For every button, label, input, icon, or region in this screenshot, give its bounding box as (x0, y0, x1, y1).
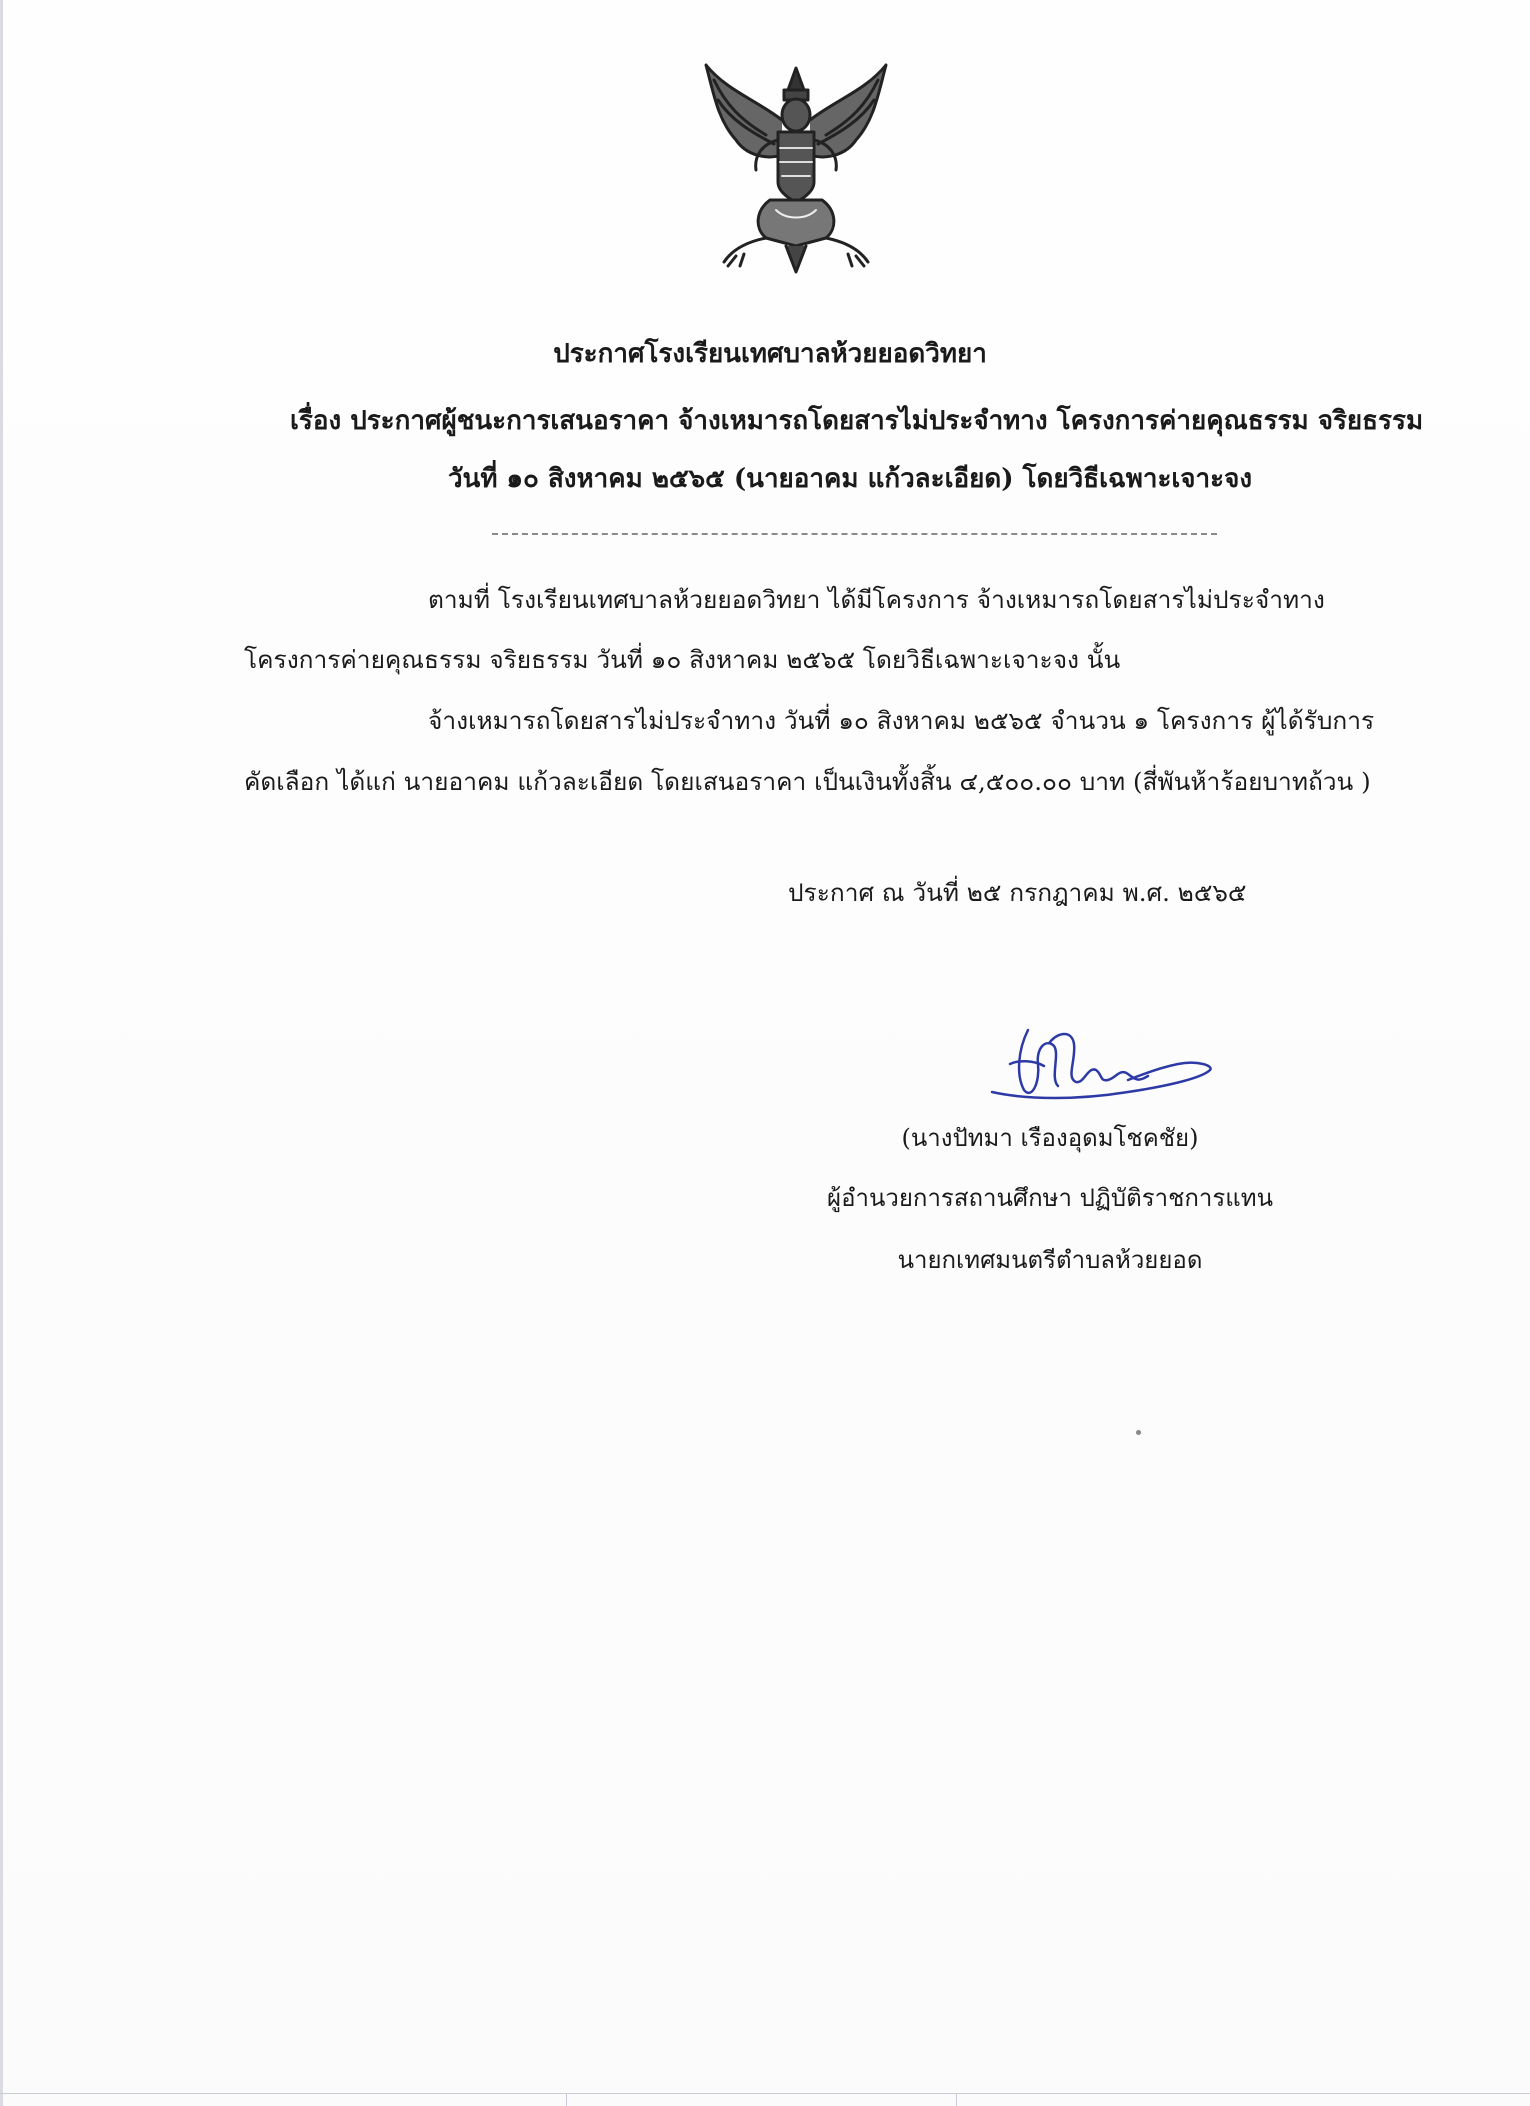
scan-bottom-strip (0, 2093, 1530, 2106)
body-paragraph1-line2: โครงการค่ายคุณธรรม จริยธรรม วันที่ ๑๐ สิงหาคม ๒๕๖๕ โดยวิธีเฉพาะเจาะจง นั้น (244, 645, 1121, 674)
document-subject-line2: วันที่ ๑๐ สิงหาคม ๒๕๖๕ (นายอาคม แก้วละเอียด) โดยวิธีเฉพาะเจาะจง (447, 464, 1253, 494)
announcement-date: ประกาศ ณ วันที่ ๒๕ กรกฎาคม พ.ศ. ๒๕๖๕ (788, 878, 1247, 907)
body-paragraph2-line1: จ้างเหมารถโดยสารไม่ประจำทาง วันที่ ๑๐ สิงหาคม ๒๕๖๕ จำนวน ๑ โครงการ ผู้ได้รับการ (428, 706, 1375, 735)
body-paragraph1-line1: ตามที่ โรงเรียนเทศบาลห้วยยอดวิทยา ได้มีโครงการ จ้างเหมารถโดยสารไม่ประจำทาง (428, 585, 1325, 614)
document-title: ประกาศโรงเรียนเทศบาลห้วยยอดวิทยา (553, 339, 987, 369)
garuda-emblem-icon (696, 60, 896, 276)
scan-speck (1136, 1430, 1141, 1435)
separator-rule (492, 533, 1217, 535)
document-subject: เรื่อง ประกาศผู้ชนะการเสนอราคา จ้างเหมารถโดยสารไม่ประจำทาง โครงการค่ายคุณธรรม จริยธรรม (290, 406, 1424, 436)
signatory-position-line2: นายกเทศมนตรีตำบลห้วยยอด (897, 1246, 1203, 1274)
signatory-position: ผู้อำนวยการสถานศึกษา ปฏิบัติราชการแทน (827, 1184, 1273, 1212)
signatory-name: (นางปัทมา เรืองอุดมโชคชัย) (901, 1124, 1199, 1152)
scan-edge (0, 0, 3, 2106)
signature-icon (988, 1020, 1218, 1110)
body-paragraph2-line2: คัดเลือก ได้แก่ นายอาคม แก้วละเอียด โดยเสนอราคา เป็นเงินทั้งสิ้น ๔,๕๐๐.๐๐ บาท (สี่พันห้าร้อยบาทถ้วน ) (244, 767, 1371, 796)
